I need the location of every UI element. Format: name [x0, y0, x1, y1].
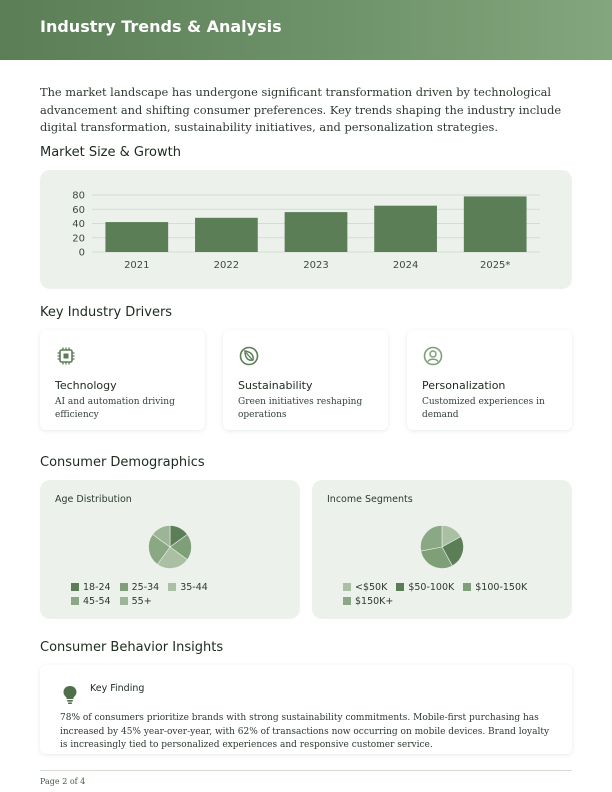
y-tick-label: 60: [72, 204, 85, 216]
income-segments-pie: [419, 524, 465, 570]
legend-swatch: [71, 597, 79, 605]
legend-row: [343, 594, 553, 608]
legend-item: [120, 596, 152, 607]
market-size-chart-card: [40, 170, 572, 289]
x-tick-label: 2025*: [479, 260, 511, 271]
legend-swatch: [71, 583, 79, 591]
bar: [464, 196, 527, 252]
section-title-market-size: Market Size & Growth: [40, 145, 181, 160]
legend-swatch: [463, 583, 471, 591]
legend-swatch: [343, 597, 351, 605]
market-size-bar-chart: [40, 170, 572, 289]
x-tick-label: 2022: [213, 260, 240, 271]
page-title: Industry Trends & Analysis: [40, 17, 282, 36]
page-header: [0, 0, 612, 60]
driver-card-sustainability: [223, 330, 388, 430]
x-tick-label: 2021: [124, 260, 150, 271]
legend-label: $150K+: [355, 595, 394, 607]
leaf-icon: [239, 346, 259, 366]
legend-label: 35-44: [180, 581, 208, 593]
driver-title: Personalization: [422, 379, 506, 392]
driver-description: Customized experiences in demand: [422, 397, 545, 420]
driver-card-personalization: [407, 330, 572, 430]
key-finding-card: [40, 665, 572, 754]
legend-label: $50-100K: [408, 581, 455, 593]
age-distribution-card: [40, 480, 300, 619]
section-title-demographics: Consumer Demographics: [40, 455, 205, 470]
pie-slice: [420, 526, 442, 552]
legend-item: [343, 596, 393, 607]
income-segments-title: Income Segments: [327, 494, 413, 505]
driver-title: Technology: [55, 379, 117, 392]
section-title-drivers: Key Industry Drivers: [40, 305, 173, 320]
legend-item: [396, 582, 454, 593]
income-segments-card: [312, 480, 572, 619]
legend-swatch: [120, 583, 128, 591]
age-distribution-title: Age Distribution: [55, 494, 132, 505]
driver-card-technology: [40, 330, 205, 430]
legend-row: [71, 580, 281, 594]
legend-item: [168, 582, 208, 593]
key-finding-text: 78% of consumers prioritize brands with strong sustainability commitments. Mobile-first purchasing has increased by 45% year-over-year, with 62% of transactions now occurring on mobile devices. Brand loyalty is increasingly tied to personalized experiences and responsive customer service.: [60, 713, 550, 751]
key-finding-label: Key Finding: [90, 683, 145, 694]
y-tick-label: 0: [78, 247, 85, 259]
legend-swatch: [168, 583, 176, 591]
legend-item: [71, 582, 111, 593]
legend-item: [120, 582, 160, 593]
driver-description: Green initiatives reshaping operations: [238, 397, 363, 420]
page-number: Page 2 of 4: [40, 777, 86, 786]
age-distribution-legend: [71, 580, 281, 608]
legend-label: 45-54: [83, 595, 111, 607]
legend-item: [71, 596, 111, 607]
legend-swatch: [343, 583, 351, 591]
legend-row: [343, 580, 553, 594]
legend-label: 25-34: [131, 581, 160, 593]
legend-label: 55+: [131, 595, 152, 607]
chip-icon: [56, 346, 76, 366]
legend-swatch: [120, 597, 128, 605]
y-tick-label: 80: [72, 190, 85, 202]
intro-paragraph: The market landscape has undergone significant transformation driven by technological advancement and shifting consumer preferences. Key trends shaping the industry include digital transformation, sustainability initiatives, and personalization strategies.: [40, 85, 562, 134]
bar: [105, 222, 168, 252]
user-circle-icon: [423, 346, 443, 366]
driver-description: AI and automation driving efficiency: [55, 397, 175, 420]
legend-label: <$50K: [355, 581, 388, 593]
legend-item: [463, 582, 527, 593]
bar: [374, 206, 437, 252]
footer-divider: [40, 770, 572, 771]
driver-title: Sustainability: [238, 379, 313, 392]
x-tick-label: 2023: [303, 260, 329, 271]
legend-swatch: [396, 583, 404, 591]
section-title-behavior: Consumer Behavior Insights: [40, 640, 224, 655]
y-tick-label: 40: [72, 219, 85, 230]
age-distribution-pie: [147, 524, 193, 570]
y-tick-label: 20: [72, 233, 85, 245]
income-segments-legend: [343, 580, 553, 608]
bar: [195, 218, 258, 252]
legend-label: 18-24: [83, 581, 111, 593]
legend-label: $100-150K: [475, 581, 528, 593]
x-tick-label: 2024: [392, 260, 419, 271]
legend-item: [343, 582, 387, 593]
legend-row: [71, 594, 281, 608]
bar: [285, 212, 348, 252]
lightbulb-icon: [62, 685, 78, 705]
